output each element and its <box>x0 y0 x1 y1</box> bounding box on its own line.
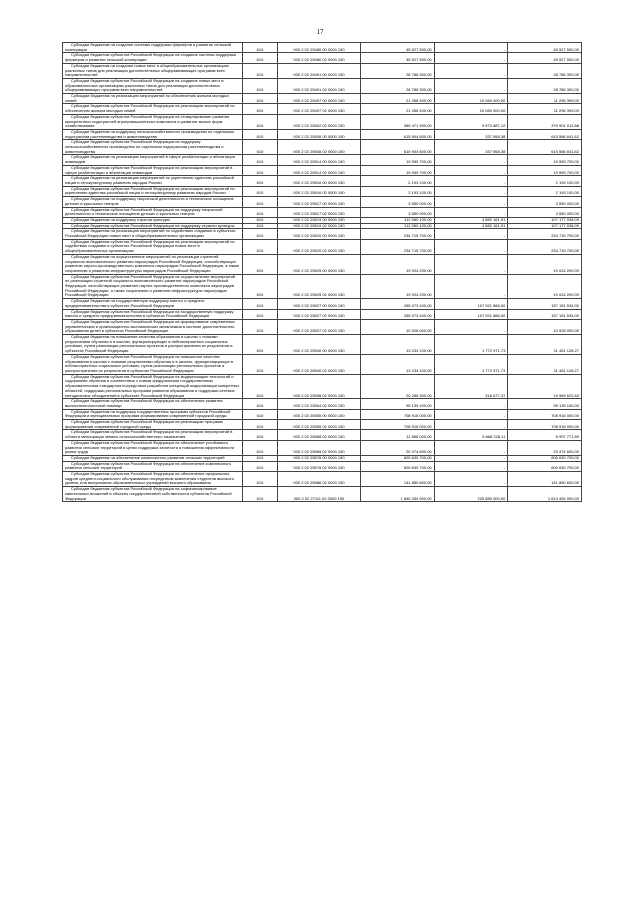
row-code: 610 <box>243 140 278 155</box>
row-unexecuted: - <box>434 197 508 207</box>
table-row <box>63 239 582 254</box>
row-unexecuted: 9 570 887,12 <box>434 114 508 129</box>
row-name: Субсидии бюджетам субъектов Российской Федерации на обеспечение устойчивого развития сельских территорий в целях поддержки занятости и повышения эффективности рынка труда <box>63 440 243 455</box>
table-row <box>63 409 582 419</box>
row-kbk: 000 2 02 25517 00 0000 150 <box>278 197 361 207</box>
row-name: Субсидии бюджетам на создание системы поддержки фермеров и развитие сельской кооперации <box>63 43 243 53</box>
row-name: Субсидии бюджетам на поддержку сельскохозяйственного производства по отдельным подотраслям растениеводства и животноводства <box>63 129 243 139</box>
row-kbk: 000 2 02 25480 02 0000 150 <box>278 53 361 63</box>
row-approved: 19 559 700,00 <box>361 155 435 165</box>
row-name: Субсидии бюджетам субъектов Российской Федерации на модернизацию технологий и содержания обучения в соответствии с новым федеральным государственным образовательным стандартом посредством разработки концепций модернизации конкретных областей, поддержки региональных программ развития образования и поддержки сетевых методических объединений в субъектах Российской Федерации <box>63 374 243 399</box>
row-code: 610 <box>243 409 278 419</box>
row-unexecuted: - <box>434 472 508 487</box>
row-unexecuted: - <box>434 78 508 93</box>
row-executed: 379 901 012,88 <box>508 114 582 129</box>
row-name: Субсидии бюджетам субъектов Российской Федерации на реализацию мероприятий по содействию созданию в субъектах Российской Федерации новых мест в общеобразовательных организациях <box>63 239 243 254</box>
row-kbk: 000 2 02 25554 02 0000 150 <box>278 399 361 409</box>
row-code: 610 <box>243 63 278 78</box>
row-executed: 107 177 938,09 <box>508 223 582 229</box>
row-code: 610 <box>243 374 278 399</box>
table-row <box>63 78 582 93</box>
row-executed: 615 566 641,62 <box>508 140 582 155</box>
row-kbk: 000 2 02 25540 02 0000 150 <box>278 354 361 374</box>
row-code: 610 <box>243 165 278 175</box>
row-kbk: 000 2 02 25517 02 0000 150 <box>278 207 361 217</box>
row-kbk: 000 2 02 25502 02 0000 150 <box>278 114 361 129</box>
row-unexecuted: - <box>434 440 508 455</box>
row-name: Субсидии бюджетам на поддержку государственных программ субъектов Российской Федерации и муниципальных программ формирования современной городской среды <box>63 409 243 419</box>
row-name: Субсидии бюджетам субъектов Российской Федерации на реализацию программ формирования современной городской среды <box>63 420 243 430</box>
row-approved: 28 786 300,00 <box>361 78 435 93</box>
row-code: 610 <box>243 420 278 430</box>
row-kbk: 000 2 02 25520 00 0000 150 <box>278 229 361 239</box>
row-executed: 600 630 700,00 <box>508 455 582 461</box>
row-unexecuted: - <box>434 274 508 299</box>
row-name: Субсидии бюджетам субъектов Российской Федерации на софинансирование капитальных вложений в объекты государственной собственности субъектов Российской Федерации <box>63 487 243 502</box>
row-executed: 19 024 200,00 <box>508 274 582 299</box>
row-name: Субсидии бюджетам на реализацию мероприятий по содействию созданию в субъектах Российской Федерации новых мест в общеобразовательных организациях <box>63 229 243 239</box>
table-row <box>63 420 582 430</box>
row-executed: 28 786 300,00 <box>508 78 582 93</box>
row-unexecuted: 107 921 866,00 <box>434 309 508 319</box>
row-approved: 19 559 700,00 <box>361 165 435 175</box>
row-kbk: 000 2 02 25525 00 0000 150 <box>278 254 361 274</box>
table-row <box>63 155 582 165</box>
row-kbk: 000 2 02 25497 00 0000 150 <box>278 94 361 104</box>
row-unexecuted: - <box>434 399 508 409</box>
row-approved: 21 356 400,00 <box>361 94 435 104</box>
row-executed: 2 193 100,00 <box>508 176 582 186</box>
row-executed: 5 997 771,89 <box>508 430 582 440</box>
table-row <box>63 140 582 155</box>
row-approved: 2 193 100,00 <box>361 176 435 186</box>
row-name: Субсидии бюджетам на поддержку творческой деятельности и техническое оснащение детских и кукольных театров <box>63 197 243 207</box>
row-code: 610 <box>243 223 278 229</box>
row-kbk: 000 2 02 25514 00 0000 150 <box>278 155 361 165</box>
row-kbk: 000 2 02 25527 02 0000 150 <box>278 309 361 319</box>
row-code: 610 <box>243 53 278 63</box>
row-unexecuted: - <box>434 455 508 461</box>
row-name: Субсидии бюджетам субъектов Российской Федерации на создание новых мест в образовательных организациях различных типов для реализации дополнительных общеразвивающих программ всех направленностей <box>63 78 243 93</box>
row-unexecuted: 4 882 161,91 <box>434 223 508 229</box>
row-kbk: 000 2 02 25514 02 0000 150 <box>278 165 361 175</box>
row-code: 610 <box>243 455 278 461</box>
row-approved: 600 630 700,00 <box>361 461 435 471</box>
row-unexecuted: 337 958,38 <box>434 140 508 155</box>
row-kbk: 000 2 02 25576 00 0000 150 <box>278 455 361 461</box>
row-unexecuted: 5 668 228,11 <box>434 430 508 440</box>
row-approved: 112 060 100,00 <box>361 223 435 229</box>
row-name: Субсидии бюджетам на осуществление мероприятий по реализации стратегий социально-экономического развития наукоградов Российской Федерации, способствующих развитию научно-производственного комплекса наукоградов Российской Федерации, а также сохранению и развитию инфраструктуры наукоградов Российской Федерации <box>63 254 243 274</box>
row-name: Субсидии бюджетам на повышение качества образования в школах с низкими результатами обучения и в школах, функционирующих в неблагоприятных социальных условиях, путем реализации региональных проектов и распространения их результатов в субъектах Российской Федерации <box>63 335 243 355</box>
row-code: 610 <box>243 319 278 334</box>
row-unexecuted: - <box>434 207 508 217</box>
table-row <box>63 399 582 409</box>
row-executed: 20 474 600,00 <box>508 440 582 455</box>
row-unexecuted: - <box>434 155 508 165</box>
table-row <box>63 335 582 355</box>
row-unexecuted: 107 921 866,00 <box>434 299 508 309</box>
row-kbk: 000 2 02 25576 02 0000 150 <box>278 461 361 471</box>
row-approved: 389 471 900,00 <box>361 114 435 129</box>
row-name: Субсидии бюджетам субъектов Российской Федерации на реализацию мероприятий по обеспечению жильем молодых семей <box>63 104 243 114</box>
row-approved: 234 715 700,00 <box>361 239 435 254</box>
row-approved: 19 024 200,00 <box>361 254 435 274</box>
row-kbk: 000 2 02 25480 00 0000 150 <box>278 43 361 53</box>
row-executed: 3 550 000,00 <box>508 207 582 217</box>
row-approved: 19 024 200,00 <box>361 274 435 299</box>
budget-table-body <box>63 43 582 502</box>
row-approved: 21 356 400,00 <box>361 104 435 114</box>
row-code: 610 <box>243 299 278 309</box>
row-code: 610 <box>243 186 278 196</box>
row-approved: 1 840 334 900,00 <box>361 487 435 502</box>
row-approved: 95 139 100,00 <box>361 399 435 409</box>
table-row <box>63 176 582 186</box>
row-unexecuted: - <box>434 319 508 334</box>
row-name: Субсидии бюджетам на реализацию мероприятий по обеспечению жильем молодых семей <box>63 94 243 104</box>
row-executed: 157 151 534,00 <box>508 299 582 309</box>
row-code: 610 <box>243 104 278 114</box>
table-row <box>63 223 582 229</box>
row-executed: 19 969 622,63 <box>508 374 582 399</box>
row-executed: 234 715 700,00 <box>508 229 582 239</box>
row-approved: 708 916 000,00 <box>361 409 435 419</box>
row-name: Субсидии бюджетам субъектов Российской Федерации на поддержку отрасли культуры <box>63 223 243 229</box>
table-row <box>63 197 582 207</box>
row-code: 610 <box>243 354 278 374</box>
table-row <box>63 461 582 471</box>
row-approved: 708 916 000,00 <box>361 420 435 430</box>
row-code: 610 <box>243 94 278 104</box>
row-approved: 112 060 100,00 <box>361 217 435 223</box>
table-row <box>63 63 582 78</box>
row-unexecuted: - <box>434 461 508 471</box>
row-executed: 19 559 700,00 <box>508 155 582 165</box>
row-approved: 615 904 600,00 <box>361 140 435 155</box>
row-unexecuted: - <box>434 229 508 239</box>
table-row <box>63 319 582 334</box>
row-name: Субсидии бюджетам на создание новых мест в общеобразовательных организациях различных типов для реализации дополнительных общеразвивающих программ всех направленностей <box>63 63 243 78</box>
row-code: 610 <box>243 217 278 223</box>
table-row <box>63 129 582 139</box>
table-row <box>63 309 582 319</box>
row-approved: 265 073 400,00 <box>361 299 435 309</box>
row-unexecuted: - <box>434 239 508 254</box>
row-kbk: 000 2 02 25540 00 0000 150 <box>278 335 361 355</box>
row-name: Субсидии бюджетам субъектов Российской Федерации на повышение качества образования в школах с низкими результатами обучения и в школах, функционирующих в неблагоприятных социальных условиях, путем реализации региональных проектов и распространения их результатов в субъектах Российской Федерации <box>63 354 243 374</box>
row-kbk: 000 2 02 25558 02 0000 150 <box>278 374 361 399</box>
row-approved: 13 234 100,00 <box>361 354 435 374</box>
row-executed: 600 630 700,00 <box>508 461 582 471</box>
row-kbk: 000 2 02 27111 02 0000 150 <box>278 487 361 502</box>
row-kbk: 000 2 02 25555 02 0000 150 <box>278 420 361 430</box>
table-row <box>63 43 582 53</box>
row-code: 610 <box>243 399 278 409</box>
row-name: Субсидии бюджетам на обеспечение комплексного развития сельских территорий <box>63 455 243 461</box>
row-approved: 615 904 600,00 <box>361 129 435 139</box>
page-number: 17 <box>316 28 324 36</box>
row-name: Субсидии бюджетам субъектов Российской Федерации на обеспечение профильных кадров среднего-социального обслуживания посредством вовлечения студентов высокого уровня, или выпускников образовательных учреждений высшего образования <box>63 472 243 487</box>
row-unexecuted: - <box>434 165 508 175</box>
row-unexecuted: 337 958,38 <box>434 129 508 139</box>
budget-table <box>62 42 582 502</box>
row-code: 610 <box>243 197 278 207</box>
row-name: Субсидии бюджетам на государственную поддержку малого и среднего предпринимательства в субъектах Российской Федерации <box>63 299 243 309</box>
row-code: 610 <box>243 155 278 165</box>
row-code: 610 <box>243 472 278 487</box>
row-code: 610 <box>243 309 278 319</box>
row-approved: 141 850 600,00 <box>361 472 435 487</box>
row-kbk: 000 2 02 25537 02 0000 150 <box>278 319 361 334</box>
row-kbk: 000 2 02 25525 02 0000 150 <box>278 274 361 299</box>
row-unexecuted: - <box>434 254 508 274</box>
row-executed: 615 566 641,62 <box>508 129 582 139</box>
table-row <box>63 487 582 502</box>
row-kbk: 000 2 02 25586 02 0000 150 <box>278 472 361 487</box>
row-code: 610 <box>243 43 278 53</box>
row-executed: 95 139 100,00 <box>508 399 582 409</box>
row-approved: 45 527 500,00 <box>361 53 435 63</box>
row-code: 610 <box>243 254 278 274</box>
row-unexecuted: - <box>434 409 508 419</box>
row-code: 610 <box>243 207 278 217</box>
row-name: Субсидии бюджетам субъектов Российской Федерации на стимулирование развития приоритетных подотраслей агропромышленного комплекса и развитие малых форм хозяйствования <box>63 114 243 129</box>
row-unexecuted: 225 880 000,00 <box>434 487 508 502</box>
row-unexecuted: - <box>434 53 508 63</box>
row-unexecuted: 10 060 000,00 <box>434 104 508 114</box>
row-code: 610 <box>243 487 278 502</box>
row-name: Субсидии бюджетам субъектов Российской Федерации на обеспечение комплексного развития сельских территорий <box>63 461 243 471</box>
table-row <box>63 94 582 104</box>
row-unexecuted: 10 060 000,00 <box>434 94 508 104</box>
row-executed: 28 786 300,00 <box>508 63 582 78</box>
row-name: Субсидии бюджетам субъектов Российской Федерации на поддержку творческой деятельности и техническое оснащение детских и кукольных театров <box>63 207 243 217</box>
row-approved: 20 474 600,00 <box>361 440 435 455</box>
row-name: Субсидии бюджетам субъектов Российской Федерации на реализацию мероприятий в сфере реабилитации и абилитации инвалидов <box>63 165 243 175</box>
row-unexecuted: - <box>434 176 508 186</box>
row-executed: 1 614 454 900,00 <box>508 487 582 502</box>
row-executed: 11 461 128,27 <box>508 335 582 355</box>
row-code: 610 <box>243 461 278 471</box>
row-unexecuted: - <box>434 43 508 53</box>
row-approved: 28 786 300,00 <box>361 63 435 78</box>
row-unexecuted: 1 772 971,73 <box>434 354 508 374</box>
table-row <box>63 165 582 175</box>
row-kbk: 000 2 02 25508 02 0000 150 <box>278 140 361 155</box>
row-approved: 234 715 700,00 <box>361 229 435 239</box>
table-row <box>63 430 582 440</box>
row-kbk: 000 2 02 25519 02 0000 150 <box>278 223 361 229</box>
row-code: 610 <box>243 239 278 254</box>
row-approved: 10 928 000,00 <box>361 319 435 334</box>
row-executed: 157 151 534,00 <box>508 309 582 319</box>
table-row <box>63 207 582 217</box>
row-unexecuted: 1 772 971,73 <box>434 335 508 355</box>
table-row <box>63 472 582 487</box>
row-code: 610 <box>243 229 278 239</box>
table-row <box>63 455 582 461</box>
row-executed: 708 916 000,00 <box>508 420 582 430</box>
row-name: Субсидии бюджетам на реализацию мероприятий по укреплению единства российской нации и этнокультурному развитию народов России <box>63 176 243 186</box>
row-kbk: 000 2 02 25516 00 0000 150 <box>278 176 361 186</box>
row-approved: 600 630 700,00 <box>361 455 435 461</box>
table-row <box>63 53 582 63</box>
row-executed: 10 928 000,00 <box>508 319 582 334</box>
table-row <box>63 299 582 309</box>
row-unexecuted: 316 677,37 <box>434 374 508 399</box>
row-kbk: 000 2 02 25519 00 0000 150 <box>278 217 361 223</box>
row-kbk: 000 2 02 25527 00 0000 150 <box>278 299 361 309</box>
row-kbk: 000 2 02 25516 02 0000 150 <box>278 186 361 196</box>
row-approved: 11 666 000,00 <box>361 430 435 440</box>
row-unexecuted: - <box>434 186 508 196</box>
row-executed: 11 296 399,00 <box>508 104 582 114</box>
row-name: Субсидии бюджетам субъектов Российской Федерации на поддержку сельскохозяйственного производства по отдельным подотраслям растениеводства и животноводства <box>63 140 243 155</box>
row-executed: 19 024 200,00 <box>508 254 582 274</box>
row-code: 610 <box>243 176 278 186</box>
table-row <box>63 354 582 374</box>
table-row <box>63 229 582 239</box>
row-name: Субсидии бюджетам субъектов Российской Федерации на осуществление мероприятий по реализации стратегий социально-экономического развития наукоградов Российской Федерации, способствующих развитию научно-производственного комплекса наукоградов Российской Федерации, а также сохранению и развитию инфраструктуры наукоградов Российской Федерации <box>63 274 243 299</box>
row-kbk: 000 2 02 25497 02 0000 150 <box>278 104 361 114</box>
table-row <box>63 114 582 129</box>
row-unexecuted: - <box>434 420 508 430</box>
table-row <box>63 274 582 299</box>
row-name: Субсидии бюджетам субъектов Российской Федерации на обеспечение развития высокотехнологичной помощи <box>63 399 243 409</box>
row-kbk: 000 2 02 25569 02 0000 150 <box>278 440 361 455</box>
row-approved: 3 550 000,00 <box>361 207 435 217</box>
row-kbk: 000 2 02 25555 00 0000 150 <box>278 409 361 419</box>
row-code: 610 <box>243 335 278 355</box>
row-executed: 45 527 500,00 <box>508 53 582 63</box>
table-row <box>63 186 582 196</box>
row-name: Субсидии бюджетам субъектов Российской Федерации на реализацию мероприятий по укреплению единства российской нации и этнокультурному развитию народов России <box>63 186 243 196</box>
table-row <box>63 254 582 274</box>
row-kbk: 000 2 02 25520 02 0000 150 <box>278 239 361 254</box>
row-approved: 2 193 100,00 <box>361 186 435 196</box>
row-kbk: 000 2 02 25508 00 0000 150 <box>278 129 361 139</box>
row-executed: 2 193 100,00 <box>508 186 582 196</box>
row-approved: 265 073 400,00 <box>361 309 435 319</box>
row-code: 610 <box>243 129 278 139</box>
row-executed: 141 850 600,00 <box>508 472 582 487</box>
row-kbk: 000 2 02 25568 02 0000 150 <box>278 430 361 440</box>
table-row <box>63 374 582 399</box>
row-name: Субсидии бюджетам субъектов Российской Федерации на создание системы поддержки фермеров и развитие сельской кооперации <box>63 53 243 63</box>
table-row <box>63 104 582 114</box>
table-row <box>63 440 582 455</box>
row-executed: 11 296 399,00 <box>508 94 582 104</box>
row-kbk: 000 2 02 25491 00 0000 150 <box>278 63 361 78</box>
row-name: Субсидии бюджетам субъектов Российской Федерации на формирование современных управленческих и организационно-экономических механизмов в системе дополнительного образования детей в субъектах Российской Федерации <box>63 319 243 334</box>
row-executed: 107 177 938,09 <box>508 217 582 223</box>
row-executed: 11 461 128,27 <box>508 354 582 374</box>
row-unexecuted: - <box>434 63 508 78</box>
row-code: 610 <box>243 440 278 455</box>
row-executed: 708 916 000,00 <box>508 409 582 419</box>
row-name: Субсидии бюджетам субъектов Российской Федерации на реализацию мероприятий в области мелиорации земель сельскохозяйственного назначения <box>63 430 243 440</box>
row-name: Субсидии бюджетам на поддержку отрасли культуры <box>63 217 243 223</box>
row-kbk: 000 2 02 25491 02 0000 150 <box>278 78 361 93</box>
row-code: 610 <box>243 78 278 93</box>
row-executed: 3 550 000,00 <box>508 197 582 207</box>
row-code: 610 <box>243 274 278 299</box>
row-name: Субсидии бюджетам на реализацию мероприятий в сфере реабилитации и абилитации инвалидов <box>63 155 243 165</box>
row-executed: 234 715 700,00 <box>508 239 582 254</box>
table-row <box>63 217 582 223</box>
row-approved: 45 527 500,00 <box>361 43 435 53</box>
row-approved: 13 234 100,00 <box>361 335 435 355</box>
row-code: 610 <box>243 430 278 440</box>
row-approved: 20 286 300,00 <box>361 374 435 399</box>
row-executed: 19 559 700,00 <box>508 165 582 175</box>
row-code: 610 <box>243 114 278 129</box>
row-name: Субсидии бюджетам субъектов Российской Федерации на государственную поддержку малого и среднего предпринимательства в субъектах Российской Федерации <box>63 309 243 319</box>
row-approved: 3 550 000,00 <box>361 197 435 207</box>
row-unexecuted: 4 882 161,91 <box>434 217 508 223</box>
row-executed: 45 527 500,00 <box>508 43 582 53</box>
